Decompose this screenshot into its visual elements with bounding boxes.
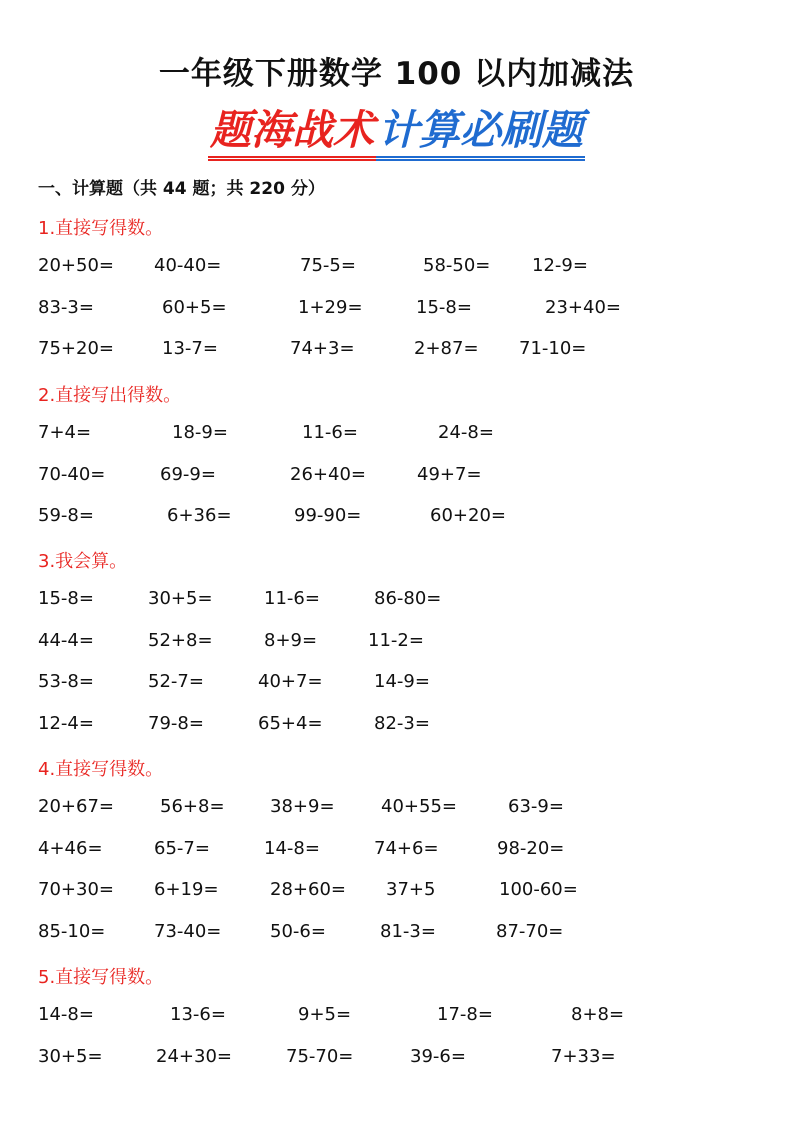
- problem-item: 56+8=: [160, 796, 225, 817]
- problem-item: 44-4=: [38, 629, 94, 651]
- problem-item: 75+20=: [38, 338, 114, 360]
- problem-item: 37+5: [386, 879, 436, 901]
- section-heading: 一、计算题（共 44 题；共 220 分）: [38, 179, 325, 199]
- problem-item: 11-6=: [264, 588, 320, 609]
- problem-item: 24-8=: [438, 422, 494, 443]
- problem-item: 38+9=: [270, 796, 335, 817]
- problem-item: 86-80=: [374, 588, 442, 609]
- problem-item: 81-3=: [380, 920, 436, 942]
- problem-item: 6+36=: [167, 505, 232, 527]
- problem-row: [0, 588, 793, 616]
- problem-item: 69-9=: [160, 463, 216, 485]
- sub-heading-2: 2.直接写出得数。: [38, 385, 182, 406]
- problem-item: 100-60=: [499, 879, 578, 901]
- problem-item: 2+87=: [414, 338, 479, 360]
- problem-item: 7+4=: [38, 422, 92, 443]
- problem-item: 87-70=: [496, 920, 564, 942]
- problem-item: 20+50=: [38, 255, 114, 276]
- problem-item: 28+60=: [270, 879, 346, 901]
- problem-item: 14-8=: [38, 1004, 94, 1025]
- banner-blue-text: 计算必刷题: [376, 104, 585, 161]
- sub-heading-3: 3.我会算。: [38, 551, 128, 572]
- problem-row: [0, 713, 793, 741]
- problem-item: 73-40=: [154, 920, 222, 942]
- problem-row: [0, 1004, 793, 1032]
- problem-row: [0, 671, 793, 699]
- problem-item: 83-3=: [38, 296, 94, 318]
- problem-item: 1+29=: [298, 296, 363, 318]
- problem-row: [0, 297, 793, 325]
- problem-item: 13-6=: [170, 1004, 226, 1025]
- problem-item: 15-8=: [38, 588, 94, 609]
- problem-item: 65-7=: [154, 837, 210, 859]
- problem-item: 40-40=: [154, 255, 222, 276]
- problem-item: 20+67=: [38, 796, 114, 817]
- problem-item: 60+20=: [430, 505, 506, 527]
- problem-row: [0, 630, 793, 658]
- problem-item: 8+8=: [571, 1004, 625, 1025]
- problem-row: [0, 838, 793, 866]
- problem-item: 18-9=: [172, 422, 228, 443]
- banner-title: [0, 104, 793, 161]
- problem-item: 14-8=: [264, 837, 320, 859]
- problem-row: [0, 1046, 793, 1074]
- problem-item: 30+5=: [38, 1045, 103, 1067]
- problem-item: 70+30=: [38, 879, 114, 901]
- problem-item: 59-8=: [38, 505, 94, 527]
- page-title: 一年级下册数学 100 以内加减法: [158, 56, 635, 92]
- problem-item: 74+6=: [374, 837, 439, 859]
- problem-item: 7+33=: [551, 1045, 616, 1067]
- problem-item: 52-7=: [148, 671, 204, 693]
- problem-item: 15-8=: [416, 296, 472, 318]
- problem-item: 71-10=: [519, 338, 587, 360]
- problem-item: 53-8=: [38, 671, 94, 693]
- problem-item: 40+7=: [258, 671, 323, 693]
- banner-red-text: 题海战术: [208, 104, 376, 161]
- problem-item: 17-8=: [437, 1004, 493, 1025]
- problem-row: [0, 464, 793, 492]
- problem-item: 60+5=: [162, 296, 227, 318]
- problem-item: 63-9=: [508, 796, 564, 817]
- problem-item: 40+55=: [381, 796, 457, 817]
- problem-item: 11-6=: [302, 422, 358, 443]
- problem-item: 58-50=: [423, 255, 491, 276]
- problem-item: 79-8=: [148, 712, 204, 734]
- problem-item: 23+40=: [545, 296, 621, 318]
- problem-item: 75-5=: [300, 255, 356, 276]
- sub-heading-5: 5.直接写得数。: [38, 967, 164, 988]
- problem-item: 75-70=: [286, 1045, 354, 1067]
- problem-item: 12-9=: [532, 255, 588, 276]
- problem-item: 70-40=: [38, 463, 106, 485]
- problem-item: 9+5=: [298, 1004, 352, 1025]
- problem-item: 82-3=: [374, 712, 430, 734]
- problem-item: 24+30=: [156, 1045, 232, 1067]
- problem-item: 11-2=: [368, 629, 424, 651]
- problem-item: 50-6=: [270, 920, 326, 942]
- problem-item: 85-10=: [38, 920, 106, 942]
- problem-item: 13-7=: [162, 338, 218, 360]
- problem-item: 8+9=: [264, 629, 318, 651]
- problem-row: [0, 422, 793, 450]
- problem-row: [0, 879, 793, 907]
- problem-row: [0, 505, 793, 533]
- problem-item: 30+5=: [148, 588, 213, 609]
- sub-heading-4: 4.直接写得数。: [38, 759, 164, 780]
- problem-item: 6+19=: [154, 879, 219, 901]
- problem-item: 49+7=: [417, 463, 482, 485]
- problem-item: 14-9=: [374, 671, 430, 693]
- sub-heading-1: 1.直接写得数。: [38, 218, 164, 239]
- problem-item: 12-4=: [38, 712, 94, 734]
- problem-row: [0, 255, 793, 283]
- problem-item: 52+8=: [148, 629, 213, 651]
- problem-item: 99-90=: [294, 505, 362, 527]
- problem-row: [0, 338, 793, 366]
- problem-item: 26+40=: [290, 463, 366, 485]
- problem-item: 74+3=: [290, 338, 355, 360]
- problem-row: [0, 921, 793, 949]
- problem-row: [0, 796, 793, 824]
- problem-item: 39-6=: [410, 1045, 466, 1067]
- problem-item: 98-20=: [497, 837, 565, 859]
- problem-item: 65+4=: [258, 712, 323, 734]
- problem-item: 4+46=: [38, 837, 103, 859]
